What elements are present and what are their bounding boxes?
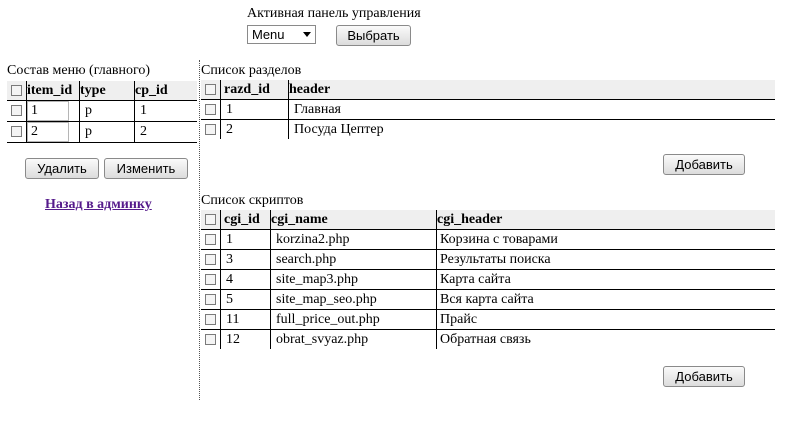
- cgi-id-cell: 3: [221, 250, 271, 270]
- panel-select-value: Menu: [252, 27, 285, 42]
- row-checkbox[interactable]: [205, 254, 216, 265]
- sections-table: [201, 80, 775, 139]
- menu-table: [7, 81, 197, 143]
- column-divider: [199, 60, 200, 400]
- cgi-header-cell: Прайс: [437, 310, 776, 330]
- table-row: [201, 230, 775, 250]
- cp-id-cell: 1: [135, 101, 198, 122]
- row-checkbox[interactable]: [11, 126, 22, 137]
- row-checkbox[interactable]: [11, 105, 22, 116]
- add-section-button[interactable]: Добавить: [663, 154, 745, 175]
- sections-col-header: header: [289, 80, 776, 100]
- select-all-checkbox[interactable]: [205, 214, 216, 225]
- header-cell: Главная: [289, 100, 776, 120]
- table-row: [201, 330, 775, 350]
- table-row: [201, 270, 775, 290]
- table-row: [201, 120, 775, 140]
- cgi-name-cell: full_price_out.php: [271, 310, 437, 330]
- table-row: [201, 100, 775, 120]
- menu-section-title: Состав меню (главного): [7, 63, 151, 78]
- cgi-name-cell: obrat_svyaz.php: [271, 330, 437, 350]
- scripts-col-cgi-id: cgi_id: [221, 210, 271, 230]
- table-row: [201, 250, 775, 270]
- menu-col-item-id: item_id: [27, 81, 80, 101]
- menu-select-all-cell: [7, 81, 27, 101]
- select-all-checkbox[interactable]: [205, 84, 216, 95]
- razd-id-cell: 1: [221, 100, 289, 120]
- sections-title: Список разделов: [201, 63, 302, 78]
- table-row: [201, 290, 775, 310]
- scripts-col-cgi-header: cgi_header: [437, 210, 776, 230]
- panel-select[interactable]: [247, 25, 316, 44]
- cgi-header-cell: Карта сайта: [437, 270, 776, 290]
- type-cell: p: [80, 101, 135, 122]
- panel-title: Активная панель управления: [247, 6, 421, 21]
- cgi-header-cell: Обратная связь: [437, 330, 776, 350]
- cgi-id-cell: 11: [221, 310, 271, 330]
- edit-button[interactable]: Изменить: [104, 158, 188, 179]
- row-checkbox[interactable]: [205, 294, 216, 305]
- header-cell: Посуда Цептер: [289, 120, 776, 140]
- table-row: [7, 101, 197, 122]
- cgi-header-cell: Результаты поиска: [437, 250, 776, 270]
- cgi-name-cell: search.php: [271, 250, 437, 270]
- row-checkbox[interactable]: [205, 314, 216, 325]
- sections-select-all-cell: [201, 80, 221, 100]
- cgi-id-cell: 1: [221, 230, 271, 250]
- scripts-table: [201, 210, 775, 349]
- add-script-button[interactable]: Добавить: [663, 366, 745, 387]
- cgi-name-cell: korzina2.php: [271, 230, 437, 250]
- scripts-title: Список скриптов: [201, 193, 304, 208]
- chevron-down-icon: [303, 32, 311, 37]
- cgi-id-cell: 12: [221, 330, 271, 350]
- sections-col-razd-id: razd_id: [221, 80, 289, 100]
- cgi-header-cell: Корзина с товарами: [437, 230, 776, 250]
- scripts-col-cgi-name: cgi_name: [271, 210, 437, 230]
- cgi-id-cell: 5: [221, 290, 271, 310]
- menu-col-type: type: [80, 81, 135, 101]
- select-button[interactable]: Выбрать: [336, 25, 411, 46]
- row-checkbox[interactable]: [205, 124, 216, 135]
- table-row: [201, 310, 775, 330]
- row-checkbox[interactable]: [205, 274, 216, 285]
- cgi-id-cell: 4: [221, 270, 271, 290]
- cgi-name-cell: site_map_seo.php: [271, 290, 437, 310]
- table-row: [7, 122, 197, 143]
- row-checkbox[interactable]: [205, 234, 216, 245]
- cgi-name-cell: site_map3.php: [271, 270, 437, 290]
- razd-id-cell: 2: [221, 120, 289, 140]
- menu-col-cp-id: cp_id: [135, 81, 198, 101]
- row-checkbox[interactable]: [205, 104, 216, 115]
- row-checkbox[interactable]: [205, 334, 216, 345]
- select-all-checkbox[interactable]: [11, 85, 22, 96]
- item-id-input[interactable]: 1: [27, 101, 69, 121]
- type-cell: p: [80, 122, 135, 143]
- back-to-admin-link[interactable]: Назад в админку: [45, 197, 152, 212]
- item-id-input[interactable]: 2: [27, 122, 69, 142]
- cp-id-cell: 2: [135, 122, 198, 143]
- scripts-select-all-cell: [201, 210, 221, 230]
- cgi-header-cell: Вся карта сайта: [437, 290, 776, 310]
- delete-button[interactable]: Удалить: [25, 158, 99, 179]
